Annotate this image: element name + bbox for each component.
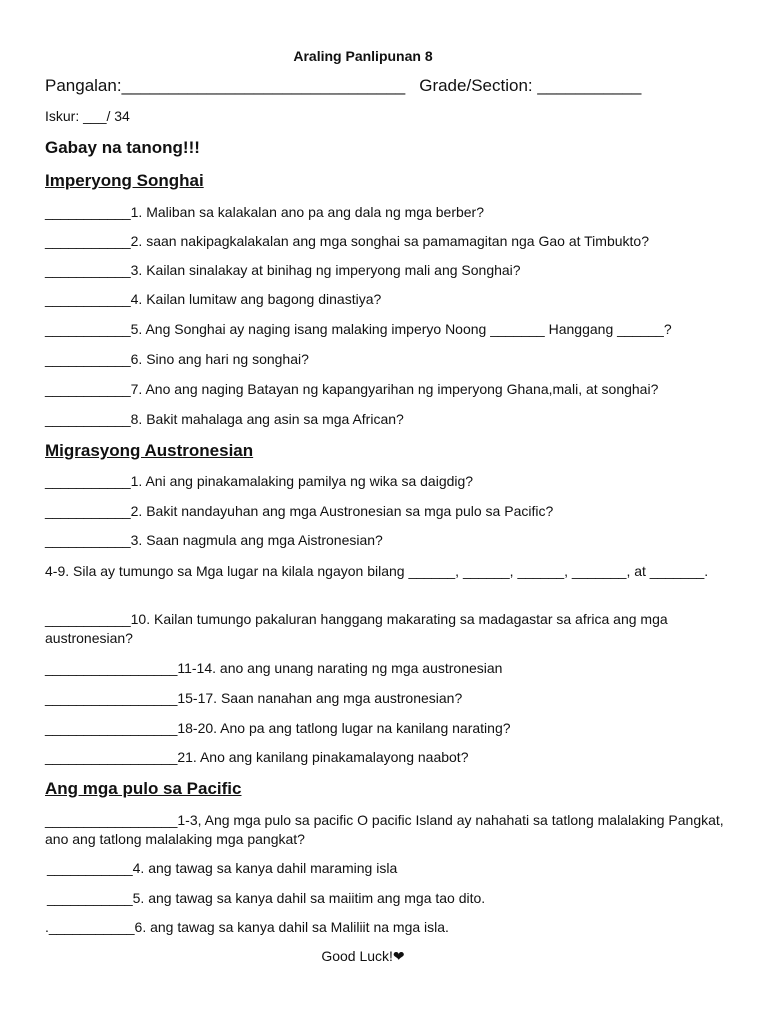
good-luck-footer: Good Luck!❤	[321, 948, 405, 964]
grade-section-field: Grade/Section: ___________	[419, 76, 642, 95]
question-item: _________________1-3, Ang mga pulo sa pacific O pacific Island ay nahahati sa tatlong malalaking Pangkat, ano ang tatlong malalaking mga pangkat?	[45, 812, 724, 847]
question-item: ___________2. Bakit nandayuhan ang mga Austronesian sa mga pulo sa Pacific?	[45, 503, 554, 519]
question-item: _________________11-14. ano ang unang narating ng mga austronesian	[45, 660, 503, 676]
question-item: ___________5. Ang Songhai ay naging isang malaking imperyo Noong _______ Hanggang ______?	[45, 321, 672, 337]
question-item: ___________2. saan nakipagkalakalan ang mga songhai sa pamamagitan nga Gao at Timbukto?	[45, 233, 649, 249]
question-item: ___________10. Kailan tumungo pakaluran hanggang makarating sa madagastar sa africa ang mga austronesian?	[45, 611, 668, 646]
question-item: _________________18-20. Ano pa ang tatlong lugar na kanilang narating?	[45, 720, 511, 736]
question-item: 4-9. Sila ay tumungo sa Mga lugar na kilala ngayon bilang ______, ______, ______, _______, at _______.	[45, 563, 709, 579]
question-item: ___________1. Ani ang pinakamalaking pamilya ng wika sa daigdig?	[45, 473, 474, 489]
question-item: ___________1. Maliban sa kalakalan ano pa ang dala ng mga berber?	[45, 204, 485, 220]
section-title-pacific: Ang mga pulo sa Pacific	[45, 779, 242, 798]
guide-heading: Gabay na tanong!!!	[45, 138, 200, 157]
score-field: Iskur: ___/ 34	[45, 108, 130, 124]
question-item: ___________5. ang tawag sa kanya dahil sa maiitim ang mga tao dito.	[47, 890, 486, 906]
question-item: ___________3. Saan nagmula ang mga Aistronesian?	[45, 532, 383, 548]
section-title-austronesian: Migrasyong Austronesian	[45, 441, 254, 460]
question-item: ___________4. ang tawag sa kanya dahil maraming isla	[47, 860, 398, 876]
question-item: .___________6. ang tawag sa kanya dahil sa Maliliit na mga isla.	[45, 919, 449, 935]
name-field: Pangalan:______________________________	[45, 76, 406, 95]
question-item: ___________7. Ano ang naging Batayan ng kapangyarihan ng imperyong Ghana,mali, at songhai?	[45, 381, 659, 397]
question-item: ___________6. Sino ang hari ng songhai?	[45, 351, 309, 367]
question-item: _________________15-17. Saan nanahan ang mga austronesian?	[45, 690, 463, 706]
name-grade-line	[45, 76, 641, 96]
document-title: Araling Panlipunan 8	[293, 48, 433, 64]
question-item: ___________8. Bakit mahalaga ang asin sa mga African?	[45, 411, 404, 427]
question-item: _________________21. Ano ang kanilang pinakamalayong naabot?	[45, 749, 469, 765]
section-title-songhai: Imperyong Songhai	[45, 171, 204, 190]
question-item: ___________3. Kailan sinalakay at binihag ng imperyong mali ang Songhai?	[45, 262, 521, 278]
question-item: ___________4. Kailan lumitaw ang bagong dinastiya?	[45, 291, 382, 307]
